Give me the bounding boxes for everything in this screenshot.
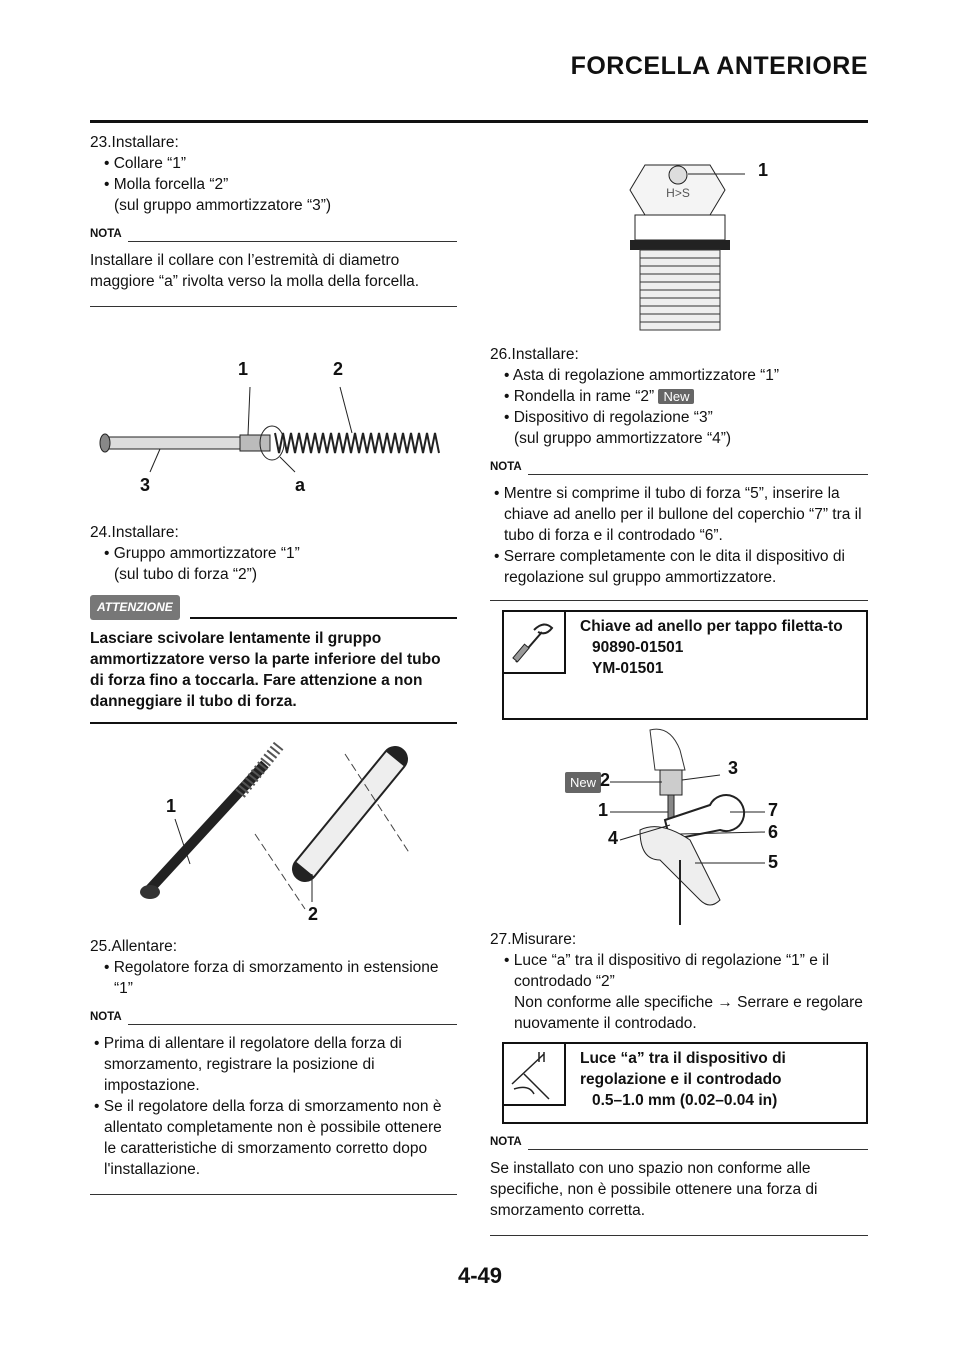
bullet: • Collare “1” — [104, 155, 187, 172]
figure-damper-tube — [90, 724, 457, 924]
attention-badge: ATTENZIONE — [90, 595, 180, 620]
callout-6: 6 — [768, 822, 779, 842]
callout-5: 5 — [768, 852, 779, 872]
step-title: 26.Installare: — [490, 346, 579, 363]
callout-1: 1 — [238, 359, 249, 379]
figure-damper-spring — [90, 307, 457, 517]
nota-text: Se installato con uno spazio non conforme alle specifiche, non è possibile ottenere una forza di smorzamento corretta. — [490, 1153, 868, 1236]
nota-header — [90, 1007, 457, 1028]
nota-header — [490, 1132, 868, 1153]
bullet: • Luce “a” tra il dispositivo di regolazione “1” e il controdado “2” — [504, 952, 830, 990]
tool-number: 90890-01501 — [592, 639, 684, 656]
nota-bullet: • Prima di allentare il regolatore della forza di smorzamento, registrare la posizione di impostazione. — [94, 1035, 402, 1094]
callout-2: 2 — [600, 770, 611, 790]
adjuster-illustration — [490, 140, 868, 340]
spec-name: Luce “a” tra il dispositivo di regolazione e il controdado — [580, 1050, 786, 1088]
bullet-sub: (sul gruppo ammortizzatore “3”) — [114, 197, 332, 214]
callout-2: 2 — [308, 904, 319, 924]
bullet-text: • Rondella in rame “2” — [504, 388, 655, 405]
bullet: • Asta di regolazione ammortizzatore “1” — [504, 367, 780, 384]
nota-label: NOTA — [90, 1011, 122, 1023]
callout-4: 4 — [608, 828, 619, 848]
nota-body — [490, 478, 868, 601]
nota-label: NOTA — [90, 228, 122, 240]
wrench-icon — [504, 612, 566, 674]
right-column — [490, 140, 868, 1236]
page-number: 4-49 — [457, 1263, 503, 1288]
damper-tube-illustration — [90, 724, 457, 924]
step-title: 23.Installare: — [90, 134, 179, 151]
nota-bullet: • Serrare completamente con le dita il dispositivo di regolazione sul gruppo ammortizzatore. — [494, 548, 845, 586]
step-23 — [90, 132, 457, 216]
callout-a: a — [295, 475, 306, 495]
bullet — [500, 386, 868, 407]
bullet: • Dispositivo di regolazione “3” — [504, 409, 713, 426]
callout-2: 2 — [333, 359, 344, 379]
tool-name: Chiave ad anello per tappo filetta-to — [580, 618, 843, 635]
step-24 — [90, 522, 457, 585]
page-title: FORCELLA ANTERIORE — [570, 52, 868, 80]
nota-label: NOTA — [490, 1136, 522, 1148]
bullet: • Regolatore forza di smorzamento in estensione “1” — [104, 959, 439, 997]
caliper-icon — [504, 1044, 566, 1106]
nota-bullet: • Se il regolatore della forza di smorzamento non è allentato completamente non è possibile ottenere le caratteristiche di smorzamento corretto dopo l'installazione. — [94, 1098, 442, 1178]
nota-label: NOTA — [490, 461, 522, 473]
new-badge: New — [658, 389, 694, 404]
attention-header — [90, 595, 457, 620]
callout-3: 3 — [140, 475, 151, 495]
header-rule — [90, 120, 868, 123]
bullet-sub: (sul gruppo ammortizzatore “4”) — [514, 430, 732, 447]
nota-text: Installare il collare con l’estremità di diametro maggiore “a” rivolta verso la molla della forcella. — [90, 245, 457, 307]
step-26 — [490, 344, 868, 449]
nota-body — [90, 1028, 457, 1195]
nota-bullet: • Mentre si comprime il tubo di forza “5”, inserire la chiave ad anello per il bullone del coperchio “7” tra il tubo di forza e il controdado “6”. — [494, 485, 862, 544]
callout-1: 1 — [166, 796, 177, 816]
figure-adjuster — [490, 140, 868, 340]
step-27 — [490, 929, 868, 1034]
spec-value: 0.5–1.0 mm (0.02–0.04 in) — [592, 1092, 778, 1109]
callout-3: 3 — [728, 758, 739, 778]
nota-header — [490, 457, 868, 478]
step-title: 25.Allentare: — [90, 938, 178, 955]
left-column — [90, 132, 457, 1195]
step-title: 27.Misurare: — [490, 931, 577, 948]
cap-marking: H>S — [666, 186, 690, 200]
tool-number: YM-01501 — [592, 660, 664, 677]
spec-box — [502, 1042, 868, 1124]
nota-header — [90, 224, 457, 245]
callout-1: 1 — [598, 800, 609, 820]
attention-text: Lasciare scivolare lentamente il gruppo ammortizzatore verso la parte inferiore del tubo di forza fino a toccarla. Fare attenzione a non danneggiare il tubo di forza. — [90, 620, 457, 724]
step-title: 24.Installare: — [90, 524, 179, 541]
figure-ring-wrench — [490, 720, 868, 925]
callout-7: 7 — [768, 800, 779, 820]
callout-1: 1 — [758, 160, 769, 180]
bullet-sub: Non conforme alle specifiche → Serrare e regolare nuovamente il controdado. — [514, 994, 863, 1032]
tool-box — [502, 610, 868, 720]
ring-wrench-illustration — [490, 720, 868, 925]
step-25 — [90, 936, 457, 999]
bullet: • Gruppo ammortizzatore “1” — [104, 545, 300, 562]
bullet: • Molla forcella “2” — [104, 176, 229, 193]
bullet-sub: (sul tubo di forza “2”) — [114, 566, 257, 583]
new-badge: New — [565, 772, 601, 793]
